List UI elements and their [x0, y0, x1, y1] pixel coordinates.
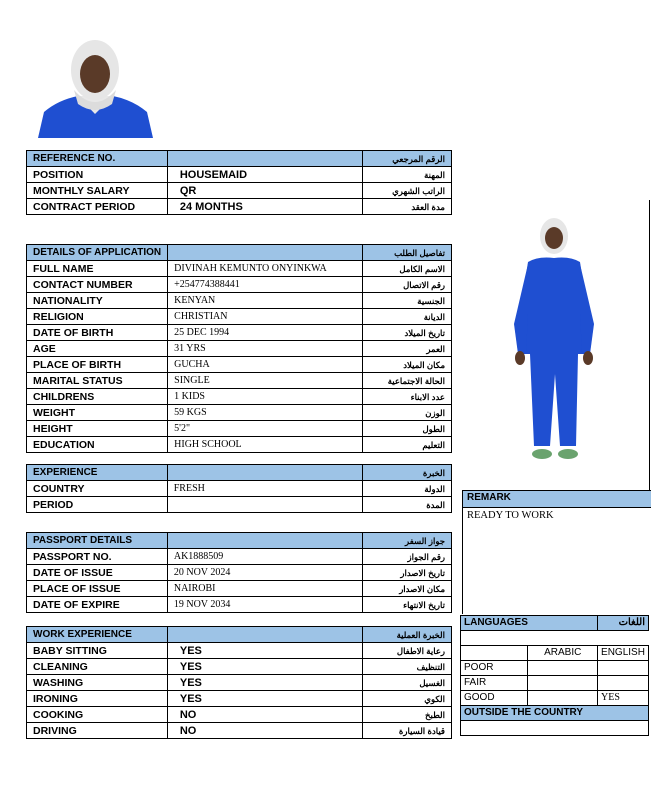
- detail-label-ar: الديانة: [363, 309, 452, 325]
- portrait-photo: [38, 34, 153, 138]
- passport-title: PASSPORT DETAILS: [27, 533, 168, 549]
- passport-label-ar: تاريخ الاصدار: [363, 565, 452, 581]
- work-value: YES: [167, 691, 362, 707]
- lang-arabic-value: [528, 661, 598, 676]
- experience-value: [167, 497, 362, 513]
- detail-value: +254774388441: [168, 277, 363, 293]
- experience-label: COUNTRY: [27, 481, 168, 497]
- col-arabic: ARABIC: [528, 646, 598, 661]
- lang-english-value: [597, 661, 648, 676]
- work-title: WORK EXPERIENCE: [27, 627, 168, 643]
- detail-label: WEIGHT: [27, 405, 168, 421]
- work-label-ar: قيادة السيارة: [363, 723, 452, 739]
- work-experience-table: [26, 626, 452, 739]
- reference-label: REFERENCE NO.: [27, 151, 168, 167]
- detail-label-ar: الاسم الكامل: [363, 261, 452, 277]
- detail-label: RELIGION: [27, 309, 168, 325]
- lang-level: GOOD: [461, 691, 528, 706]
- work-value: NO: [167, 723, 362, 739]
- work-label: WASHING: [27, 675, 168, 691]
- lang-arabic-value: [528, 691, 598, 706]
- lang-level: FAIR: [461, 676, 528, 691]
- work-label: COOKING: [27, 707, 168, 723]
- work-label: CLEANING: [27, 659, 168, 675]
- work-label: BABY SITTING: [27, 643, 168, 659]
- passport-label-ar: مكان الاصدار: [363, 581, 452, 597]
- detail-label: DATE OF BIRTH: [27, 325, 168, 341]
- remark-text: READY TO WORK: [467, 510, 554, 521]
- detail-value: KENYAN: [168, 293, 363, 309]
- remark-title: REMARK: [463, 490, 651, 508]
- detail-label-ar: الحالة الاجتماعية: [363, 373, 452, 389]
- details-title-ar: تفاصيل الطلب: [363, 245, 452, 261]
- work-label: DRIVING: [27, 723, 168, 739]
- passport-label-ar: رقم الجواز: [363, 549, 452, 565]
- detail-label-ar: عدد الابناء: [363, 389, 452, 405]
- passport-table: [26, 532, 452, 613]
- detail-label-ar: رقم الاتصال: [363, 277, 452, 293]
- details-table: [26, 244, 452, 453]
- detail-label-ar: الجنسية: [363, 293, 452, 309]
- detail-label: FULL NAME: [27, 261, 168, 277]
- languages-table: [460, 615, 649, 736]
- work-title-ar: الخبرة العملية: [363, 627, 452, 643]
- detail-value: DIVINAH KEMUNTO ONYINKWA: [168, 261, 363, 277]
- work-label-ar: الطبخ: [363, 707, 452, 723]
- work-label: IRONING: [27, 691, 168, 707]
- detail-label-ar: العمر: [363, 341, 452, 357]
- full-body-photo: [498, 214, 610, 470]
- lang-arabic-value: [528, 676, 598, 691]
- work-label-ar: رعاية الاطفال: [363, 643, 452, 659]
- experience-label-ar: المدة: [363, 497, 452, 513]
- detail-label: EDUCATION: [27, 437, 168, 453]
- salary-label-ar: الراتب الشهري: [363, 183, 452, 199]
- experience-label-ar: الدولة: [363, 481, 452, 497]
- salary-label: MONTHLY SALARY: [27, 183, 168, 199]
- divider-line: [649, 200, 650, 490]
- lang-english-value: YES: [597, 691, 648, 706]
- detail-value: GUCHA: [168, 357, 363, 373]
- detail-value: 1 KIDS: [168, 389, 363, 405]
- contract-value: 24 MONTHS: [167, 199, 362, 215]
- passport-value: NAIROBI: [167, 581, 362, 597]
- passport-value: AK1888509: [167, 549, 362, 565]
- lang-level: POOR: [461, 661, 528, 676]
- position-label-ar: المهنة: [363, 167, 452, 183]
- passport-label: DATE OF ISSUE: [27, 565, 168, 581]
- col-english: ENGLISH: [597, 646, 648, 661]
- detail-label: NATIONALITY: [27, 293, 168, 309]
- contract-label: CONTRACT PERIOD: [27, 199, 168, 215]
- detail-value: SINGLE: [168, 373, 363, 389]
- detail-label: HEIGHT: [27, 421, 168, 437]
- detail-label: PLACE OF BIRTH: [27, 357, 168, 373]
- detail-value: HIGH SCHOOL: [168, 437, 363, 453]
- passport-value: 20 NOV 2024: [167, 565, 362, 581]
- contract-label-ar: مدة العقد: [363, 199, 452, 215]
- passport-title-ar: جواز السفر: [363, 533, 452, 549]
- work-value: YES: [167, 675, 362, 691]
- detail-label: AGE: [27, 341, 168, 357]
- passport-label: PLACE OF ISSUE: [27, 581, 168, 597]
- experience-value: FRESH: [167, 481, 362, 497]
- work-value: YES: [167, 659, 362, 675]
- salary-value: QR: [167, 183, 362, 199]
- passport-label: PASSPORT NO.: [27, 549, 168, 565]
- detail-label: MARITAL STATUS: [27, 373, 168, 389]
- detail-label: CHILDRENS: [27, 389, 168, 405]
- detail-label: CONTACT NUMBER: [27, 277, 168, 293]
- detail-label-ar: التعليم: [363, 437, 452, 453]
- remark-box: [462, 490, 651, 614]
- detail-value: 25 DEC 1994: [168, 325, 363, 341]
- detail-label-ar: تاريخ الميلاد: [363, 325, 452, 341]
- detail-label-ar: مكان الميلاد: [363, 357, 452, 373]
- experience-table: [26, 464, 452, 513]
- passport-value: 19 NOV 2034: [167, 597, 362, 613]
- detail-label-ar: الطول: [363, 421, 452, 437]
- details-title: DETAILS OF APPLICATION: [27, 245, 168, 261]
- lang-english-value: [597, 676, 648, 691]
- detail-value: CHRISTIAN: [168, 309, 363, 325]
- work-label-ar: الكوي: [363, 691, 452, 707]
- work-value: YES: [167, 643, 362, 659]
- passport-label-ar: تاريخ الانتهاء: [363, 597, 452, 613]
- work-value: NO: [167, 707, 362, 723]
- work-label-ar: التنظيف: [363, 659, 452, 675]
- languages-title-ar: اللغات: [597, 616, 648, 631]
- experience-title-ar: الخبرة: [363, 465, 452, 481]
- reference-table: [26, 150, 452, 215]
- outside-country-label: OUTSIDE THE COUNTRY: [461, 706, 649, 721]
- passport-label: DATE OF EXPIRE: [27, 597, 168, 613]
- detail-value: 5'2": [168, 421, 363, 437]
- experience-title: EXPERIENCE: [27, 465, 168, 481]
- position-label: POSITION: [27, 167, 168, 183]
- languages-title: LANGUAGES: [461, 616, 598, 631]
- detail-value: 31 YRS: [168, 341, 363, 357]
- work-label-ar: الغسيل: [363, 675, 452, 691]
- reference-label-ar: الرقم المرجعي: [363, 151, 452, 167]
- experience-label: PERIOD: [27, 497, 168, 513]
- detail-value: 59 KGS: [168, 405, 363, 421]
- position-value: HOUSEMAID: [167, 167, 362, 183]
- detail-label-ar: الوزن: [363, 405, 452, 421]
